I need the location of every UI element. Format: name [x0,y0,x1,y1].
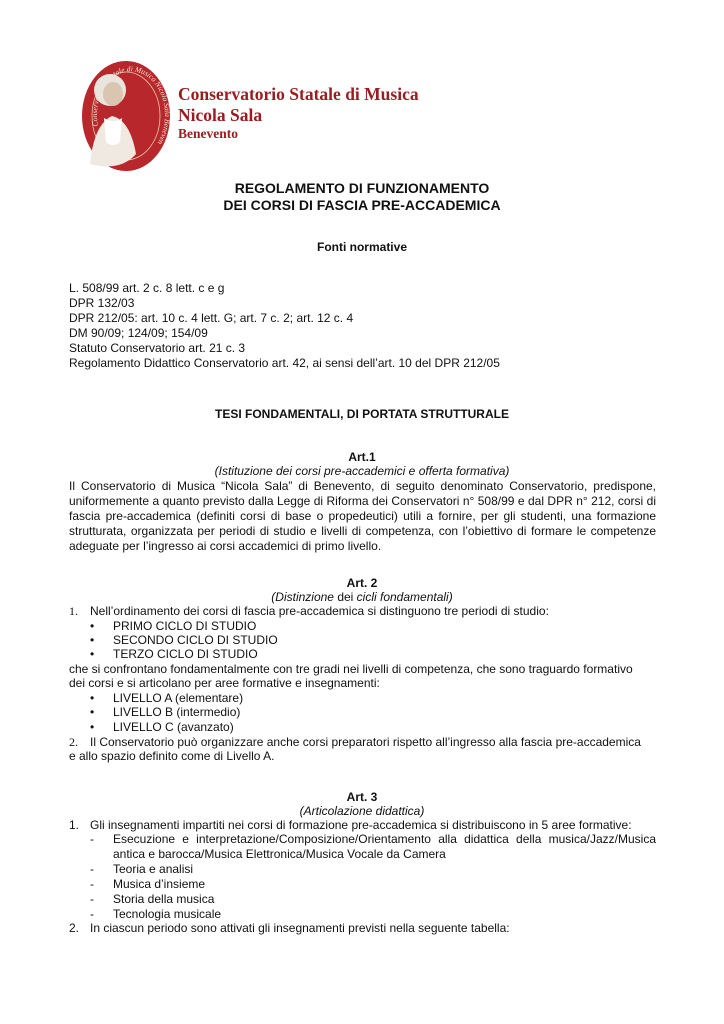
art1-subtitle: (Istituzione dei corsi pre-accademici e offerta formativa) [214,464,510,478]
institution-line-2: Nicola Sala [178,105,263,125]
art3-subtitle: (Articolazione didattica) [299,804,425,818]
dash-icon: - [90,862,94,876]
art3-p1-number: 1. [69,818,80,832]
bullet-icon: • [90,720,95,734]
area-item: Teoria e analisi [113,862,194,876]
art2-subtitle-close: cicli fondamentali) [353,590,453,604]
source-item: Regolamento Didattico Conservatorio art. 42, ai sensi dell’art. 10 del DPR 212/05 [69,356,500,370]
source-item: L. 508/99 art. 2 c. 8 lett. c e g [69,281,225,295]
source-item: DM 90/09; 124/09; 154/09 [69,326,208,340]
document-title-line-2: DEI CORSI DI FASCIA PRE-ACCADEMICA [223,197,501,213]
level-item: LIVELLO C (avanzato) [113,720,234,734]
source-item: DPR 132/03 [69,296,135,310]
area-item: Musica d’insieme [113,877,206,891]
cycle-item: TERZO CICLO DI STUDIO [113,647,258,661]
dash-icon: - [90,832,94,846]
source-item: Statuto Conservatorio art. 21 c. 3 [69,341,246,355]
level-item: LIVELLO B (intermedio) [113,705,241,719]
art3-p2-text: In ciascun periodo sono attivati gli insegnamenti previsti nella seguente tabella: [90,921,510,935]
bullet-icon: • [90,633,95,647]
art2-mid-line-1: che si confrontano fondamentalmente con tre gradi nei livelli di competenza, che sono traguardo formativo [69,662,633,676]
art2-subtitle-mid: dei [337,590,354,604]
bullet-icon: • [90,647,95,661]
art2-subtitle-open: (Distinzione [271,590,338,604]
dash-icon: - [90,877,94,891]
cycle-item: PRIMO CICLO DI STUDIO [113,619,257,633]
art2-subtitle [0,590,724,604]
bullet-icon: • [90,705,95,719]
institution-line-1: Conservatorio Statale di Musica [178,84,419,104]
art2-p1-text: Nell’ordinamento dei corsi di fascia pre-accademica si distinguono tre periodi di studio: [90,604,549,618]
section-heading: TESI FONDAMENTALI, DI PORTATA STRUTTURALE [215,407,509,421]
bullet-icon: • [90,691,95,705]
art3-p2-number: 2. [69,921,80,935]
art1-body [69,479,656,554]
seal-lettering: Conservatorio Statale di Musica Nicola Sala Beneven [89,64,172,147]
bullet-icon: • [90,619,95,633]
art2-p1-number: 1. [69,604,78,618]
area-item-line-1: Esecuzione e interpretazione/Composizione/Orientamento alla didattica della musica/Jazz/Musica [113,832,656,846]
art2-p2-number: 2. [69,735,78,749]
art2-p2-line-1: Il Conservatorio può organizzare anche corsi preparatori rispetto all’ingresso alla fascia pre-accademica [90,735,641,749]
sources-list [69,281,500,371]
art2-p2-line-2: e allo spazio definito come di Livello A. [69,749,275,763]
art2-title: Art. 2 [346,576,378,590]
cycle-item: SECONDO CICLO DI STUDIO [113,633,278,647]
art1-paragraph: Il Conservatorio di Musica “Nicola Sala” di Benevento, di seguito denominato Conservatorio, predispone, uniformemente a quanto previsto dalla Legge di Riforma dei Conservatori n° 508/99 e dal DPR n° 212, corsi di fascia pre-accademica (definiti corsi di base o propedeutici) utili a fornire, per gli studenti, una formazione strutturata, organizzata per periodi di studio e livelli di competenza, con l’obiettivo di formare le competenze adeguate per l’ingresso ai corsi accademici di primo livello. [69,479,656,553]
art3-title: Art. 3 [346,790,378,804]
art3-p1-text: Gli insegnamenti impartiti nei corsi di formazione pre-accademica si distribuiscono in 5 aree formative: [90,818,632,832]
art1-title: Art.1 [348,450,376,464]
institution-city: Benevento [178,126,238,141]
dash-icon: - [90,907,94,921]
area-item: Storia della musica [113,892,215,906]
level-item: LIVELLO A (elementare) [113,691,244,705]
source-item: DPR 212/05: art. 10 c. 4 lett. G; art. 7 c. 2; art. 12 c. 4 [69,311,354,325]
document-title-line-1: REGOLAMENTO DI FUNZIONAMENTO [234,180,490,196]
area-item: Tecnologia musicale [113,907,222,921]
institution-name [178,84,419,143]
sources-heading: Fonti normative [316,240,407,254]
art2-mid-line-2: dei corsi e si articolano per aree formative e insegnamenti: [69,676,380,690]
conservatorio-seal-logo [80,54,172,172]
dash-icon: - [90,892,94,906]
area-item-line-2: antica e barocca/Musica Elettronica/Musica Vocale da Camera [113,847,446,861]
